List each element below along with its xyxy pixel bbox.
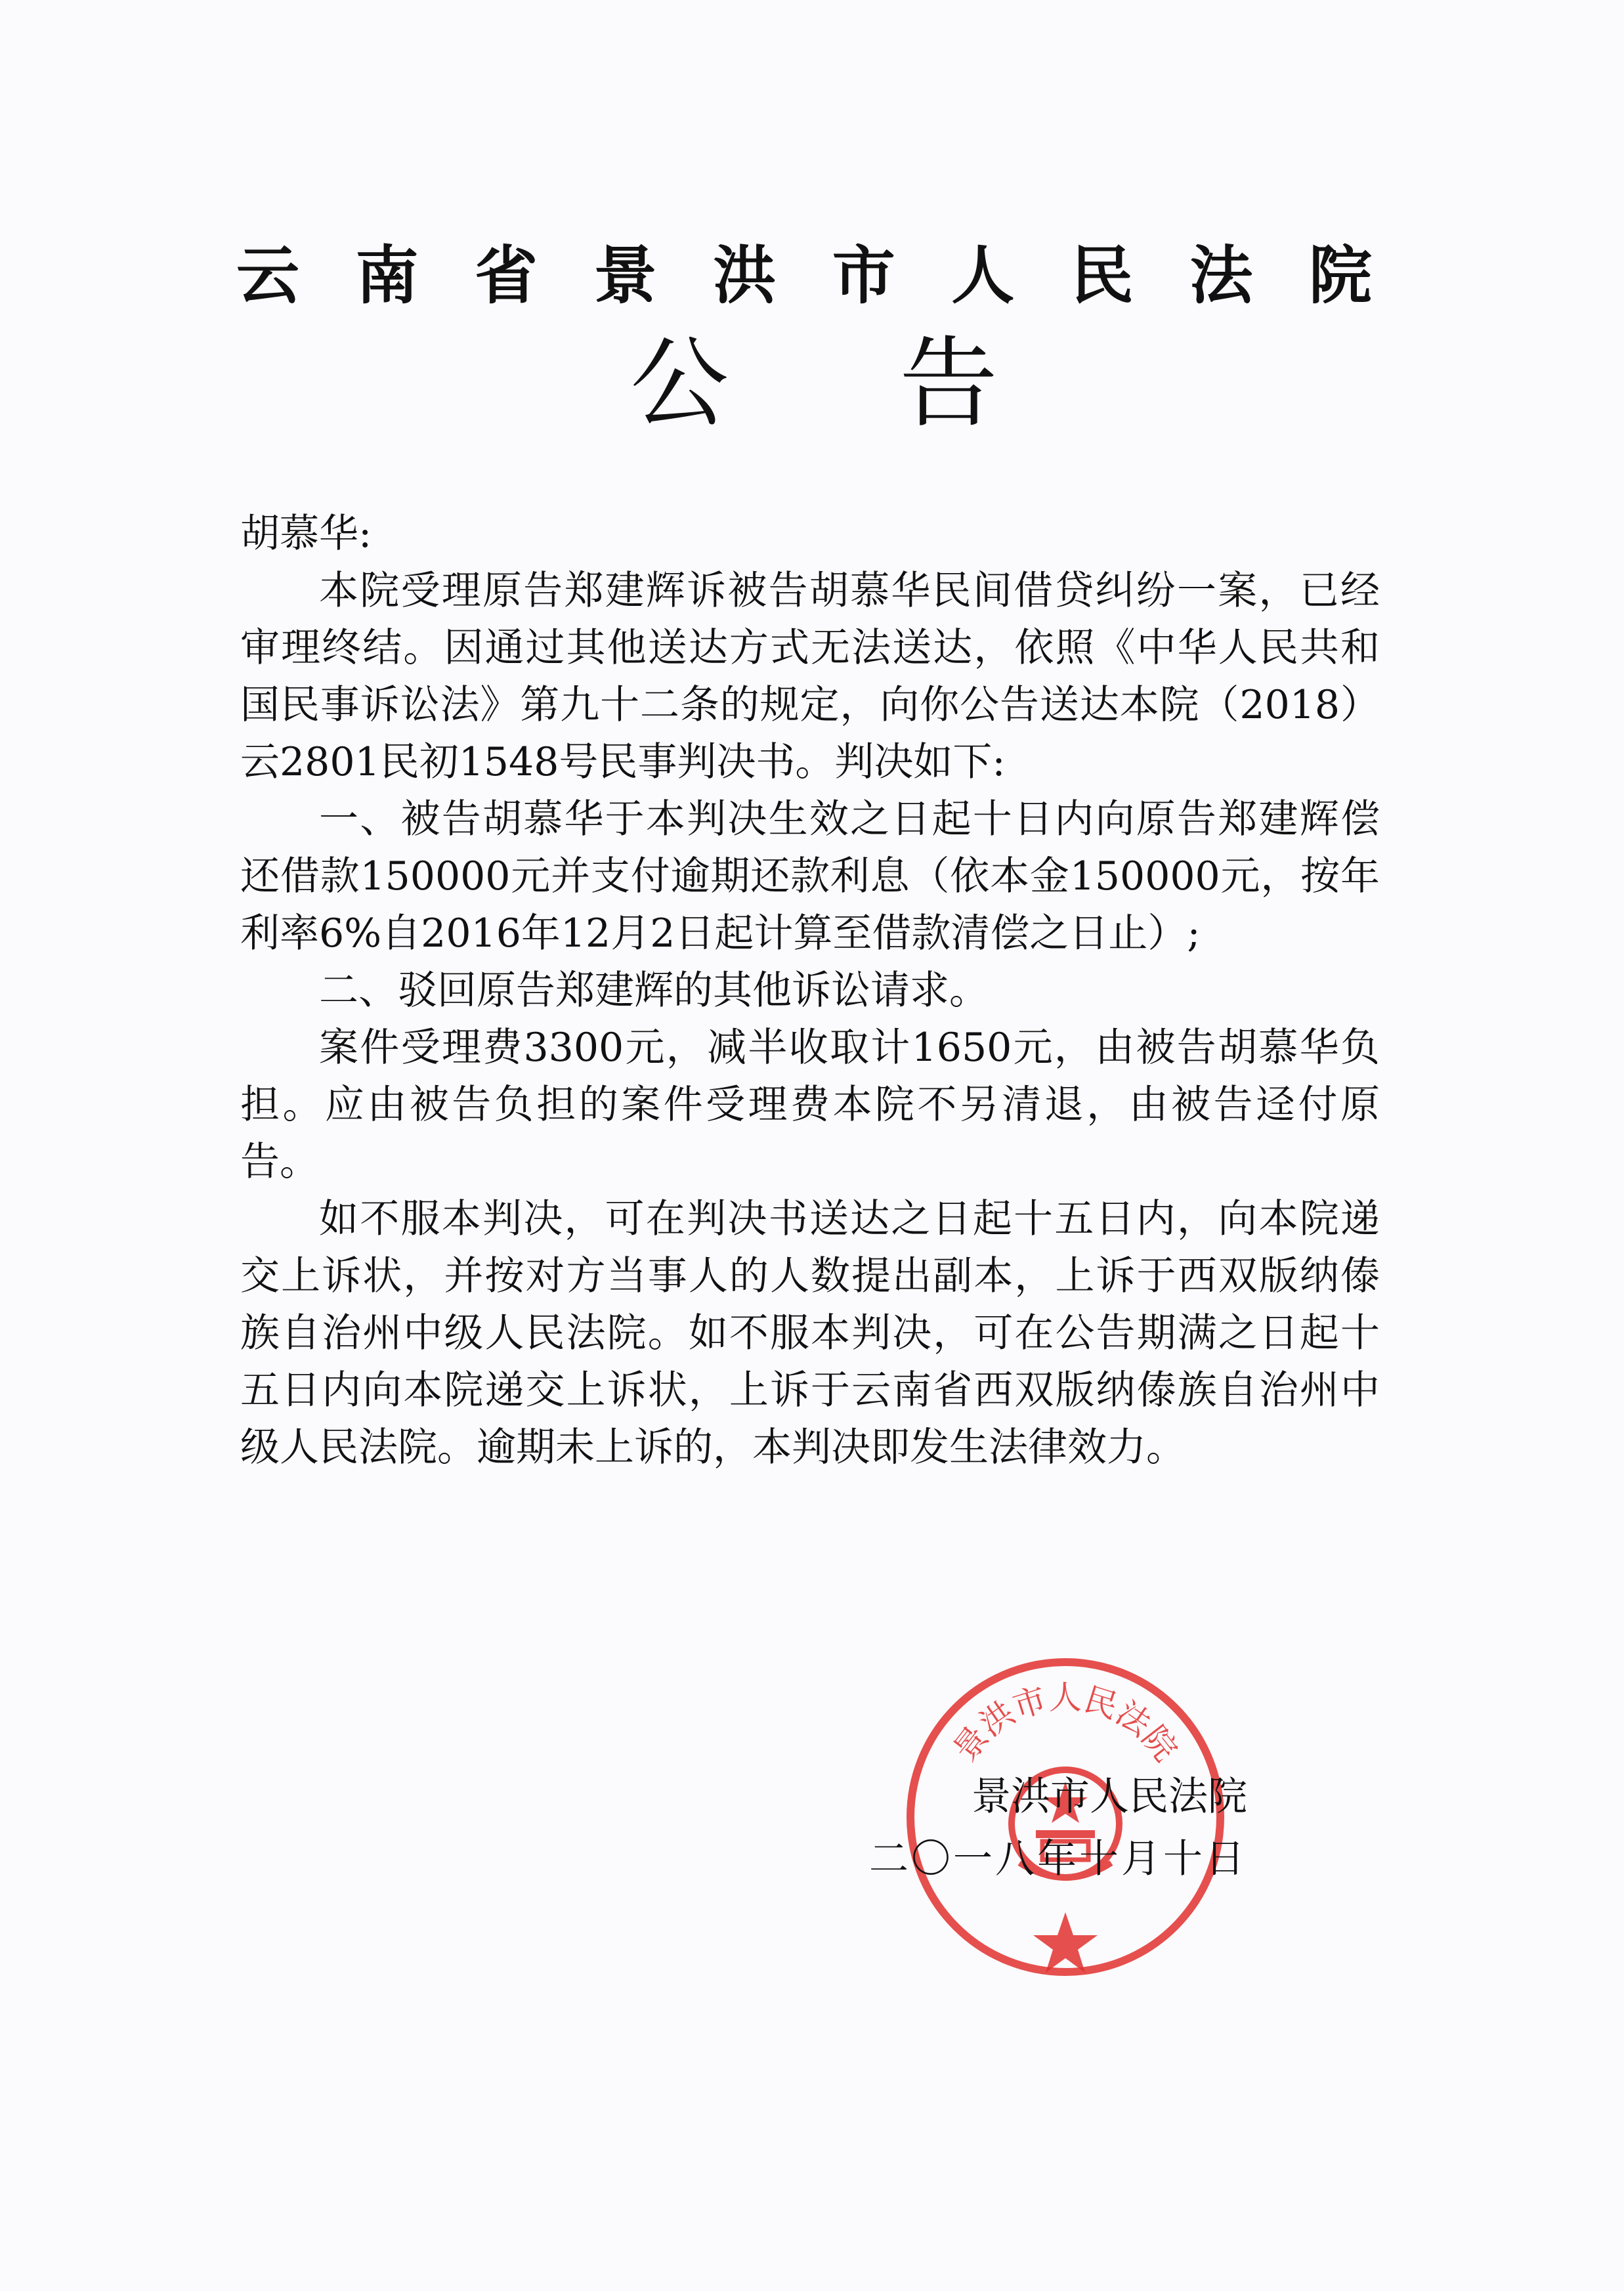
notice-title (630, 328, 998, 440)
court-name-char: 洪 (713, 239, 777, 312)
seal-star-icon (1033, 1912, 1098, 1973)
svg-text:景洪市人民法院 (946, 1679, 1185, 1768)
body-paragraph: 一、被告胡慕华于本判决生效之日起十日内向原告郑建辉偿还借款150000元并支付逾期还款利息（依本金150000元，按年利率6%自2016年12月2日起计算至借款清偿之日止）; (240, 796, 1380, 956)
court-name-char: 景 (593, 239, 657, 312)
signature-court: 景洪市人民法院 (972, 1774, 1247, 1820)
notice-title-char: 告 (899, 327, 998, 441)
court-name-char: 省 (475, 239, 538, 312)
notice-body (240, 505, 1380, 1476)
body-paragraph: 本院受理原告郑建辉诉被告胡慕华民间借贷纠纷一案，已经审理终结。因通过其他送达方式无法送达，依照《中华人民共和国民事诉讼法》第九十二条的规定，向你公告送达本院（2018）云2801民初1548号民事判决书。判决如下: (240, 568, 1380, 785)
court-name-heading (236, 236, 1372, 315)
addressee: 胡慕华: (240, 511, 372, 557)
court-name-char: 法 (1189, 239, 1253, 312)
signature-date: 二〇一八年十月十日 (869, 1836, 1247, 1882)
court-name-char: 云 (236, 239, 299, 312)
court-name-char: 院 (1308, 239, 1372, 312)
body-paragraph: 如不服本判决，可在判决书送达之日起十五日内，向本院递交上诉状，并按对方当事人的人数提出副本，上诉于西双版纳傣族自治州中级人民法院。如不服本判决，可在公告期满之日起十五日内向本院递交上诉状，上诉于云南省西双版纳傣族自治州中级人民法院。逾期未上诉的，本判决即发生法律效力。 (240, 1196, 1380, 1470)
body-paragraph: 案件受理费3300元，减半收取计1650元，由被告胡慕华负担。应由被告负担的案件受理费本院不另清退，由被告迳付原告。 (240, 1025, 1380, 1185)
body-paragraph: 二、驳回原告郑建辉的其他诉讼请求。 (319, 968, 989, 1014)
court-name-char: 市 (832, 239, 895, 312)
seal-text: 景洪市人民法院 (946, 1679, 1185, 1768)
signature-block (853, 1766, 1247, 1891)
court-name-char: 民 (1070, 239, 1134, 312)
court-name-char: 南 (355, 239, 419, 312)
notice-title-char: 公 (630, 327, 729, 441)
court-name-char: 人 (951, 239, 1015, 312)
